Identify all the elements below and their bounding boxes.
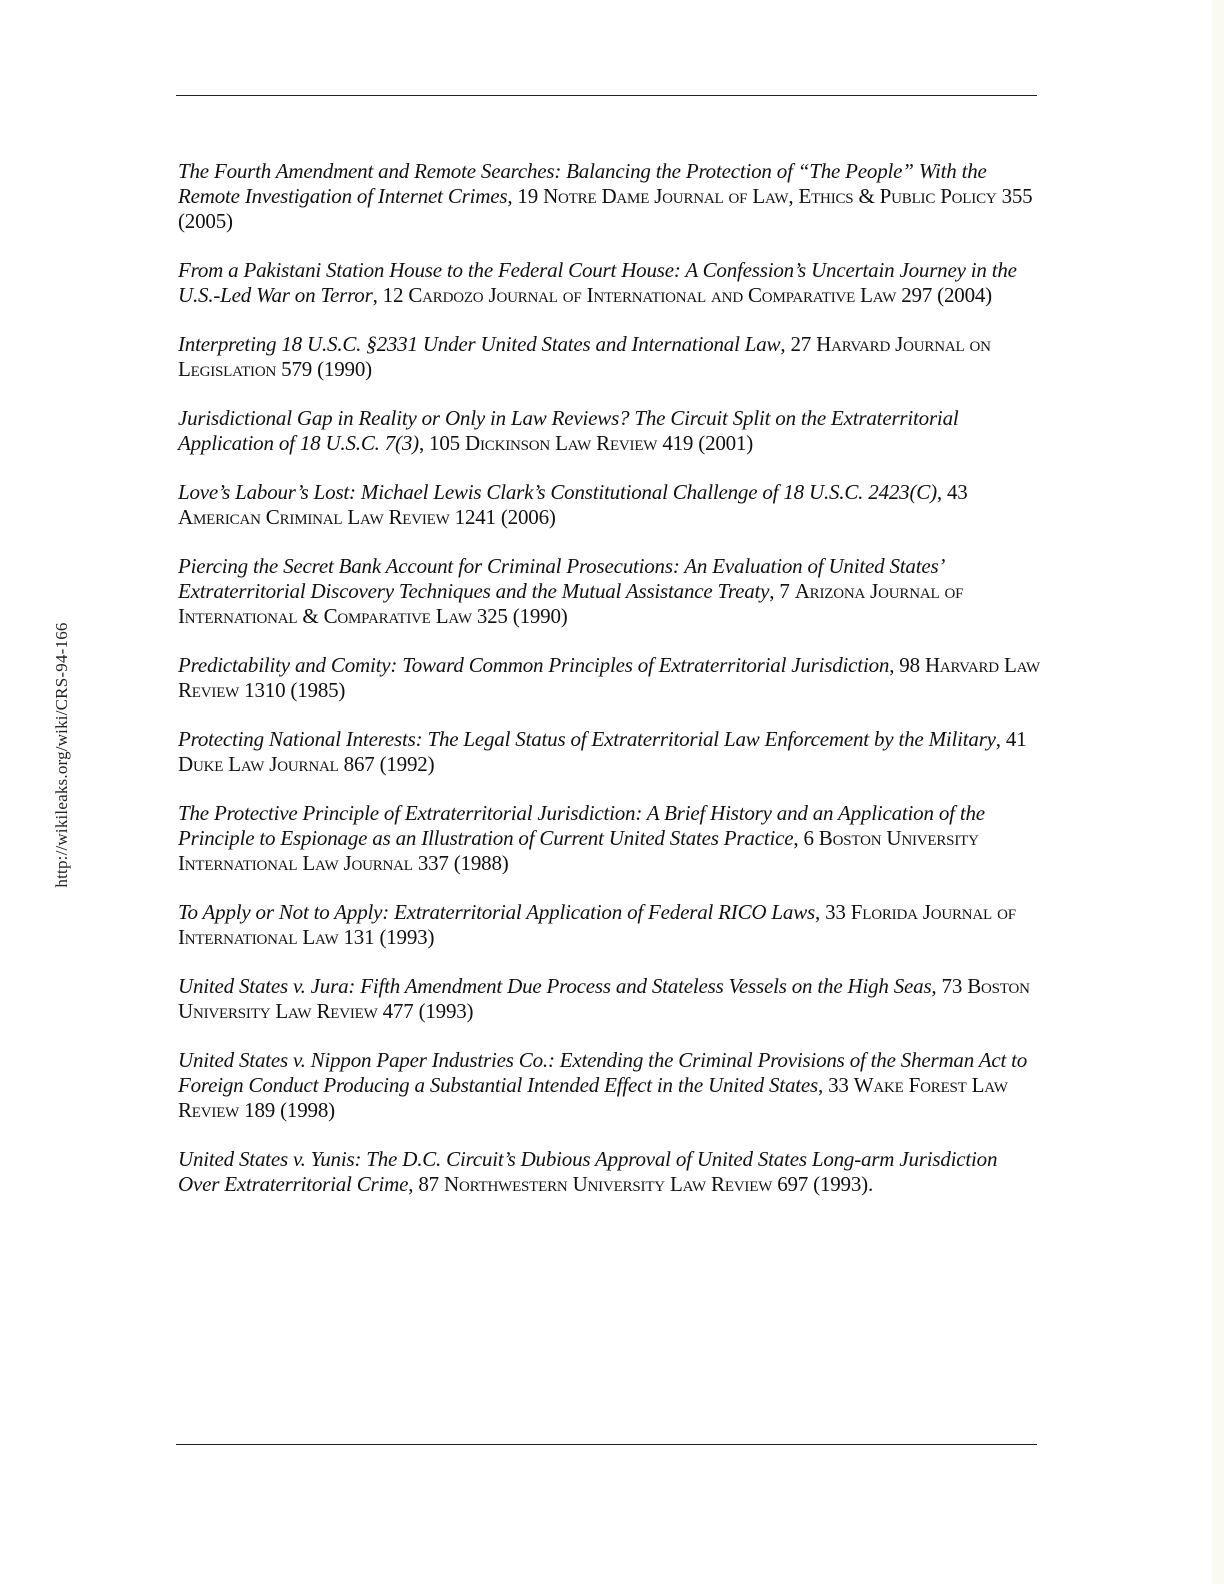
article-title: The Protective Principle of Extraterritorial Jurisdiction: A Brief History and an Application of the Principle to Espionage as an Illustration of Current United States Practice — [178, 801, 985, 850]
volume-number: , 6 — [793, 826, 819, 850]
page-year: 697 (1993). — [772, 1172, 873, 1196]
bibliography-entry — [178, 1147, 1040, 1197]
volume-number: , 43 — [936, 480, 968, 504]
bibliography-entry — [178, 1048, 1040, 1123]
journal-name: Northwestern University Law Review — [444, 1172, 773, 1196]
article-title: Love’s Labour’s Lost: Michael Lewis Clark’s Constitutional Challenge of 18 U.S.C. 2423(C) — [178, 480, 937, 504]
volume-number: , 27 — [780, 332, 817, 356]
journal-name: Notre Dame Journal of Law, Ethics & Public Policy — [543, 184, 997, 208]
volume-number: , 33 — [817, 1073, 854, 1097]
journal-name: Arizona Journal of International & Comparative Law — [178, 579, 964, 628]
journal-name: Duke Law Journal — [178, 752, 339, 776]
article-title: From a Pakistani Station House to the Federal Court House: A Confession’s Uncertain Journey in the U.S.-Led War on Terror — [178, 258, 1017, 307]
volume-number: , 98 — [889, 653, 925, 677]
bibliography-entry — [178, 554, 1040, 629]
bibliography-entry — [178, 480, 1040, 530]
page-year: 867 (1992) — [338, 752, 435, 776]
page-year: 579 (1990) — [276, 357, 372, 381]
volume-number: , 7 — [769, 579, 795, 603]
page-year: 189 (1998) — [239, 1098, 335, 1122]
article-title: United States v. Nippon Paper Industries Co.: Extending the Criminal Provisions of the Sherman Act to Foreign Conduct Producing a Substantial Intended Effect in the United States — [178, 1048, 1028, 1097]
footer-rule — [176, 1444, 1037, 1445]
volume-number: , 41 — [995, 727, 1027, 751]
page-year: 355 (2005) — [178, 184, 1033, 233]
article-title: Jurisdictional Gap in Reality or Only in Law Reviews? The Circuit Split on the Extraterritorial Application of 18 U.S.C. 7(3) — [178, 406, 959, 455]
page-year: 1310 (1985) — [239, 678, 346, 702]
page-year: 1241 (2006) — [449, 505, 556, 529]
article-title: To Apply or Not to Apply: Extraterritorial Application of Federal RICO Laws — [178, 900, 815, 924]
bibliography-entry — [178, 974, 1040, 1024]
journal-name: Harvard Law Review — [178, 653, 1040, 702]
bibliography-entry — [178, 406, 1040, 456]
bibliography-entry — [178, 801, 1040, 876]
bibliography-entry — [178, 258, 1040, 308]
article-title: Protecting National Interests: The Legal Status of Extraterritorial Law Enforcement by the Military — [178, 727, 996, 751]
page-year: 297 (2004) — [896, 283, 992, 307]
page-year: 337 (1988) — [412, 851, 509, 875]
journal-name: Dickinson Law Review — [465, 431, 658, 455]
article-title: United States v. Jura: Fifth Amendment Due Process and Stateless Vessels on the High Seas, — [178, 974, 937, 998]
page-edge-strip — [1212, 0, 1224, 1584]
journal-name: American Criminal Law Review — [178, 505, 450, 529]
article-title: The Fourth Amendment and Remote Searches: Balancing the Protection of “The People” With the Remote Investigation of Internet Crimes — [178, 159, 987, 208]
side-url-watermark: http://wikileaks.org/wiki/CRS-94-166 — [52, 622, 71, 888]
volume-number: , 12 — [372, 283, 409, 307]
journal-name: Florida Journal of International Law — [178, 900, 1016, 949]
header-rule — [176, 95, 1037, 96]
page-year: 477 (1993) — [377, 999, 474, 1023]
page-year: 131 (1993) — [338, 925, 435, 949]
bibliography-entry — [178, 159, 1040, 234]
bibliography-entry — [178, 900, 1040, 950]
bibliography-list — [178, 159, 1040, 1221]
bibliography-entry — [178, 653, 1040, 703]
article-title: Interpreting 18 U.S.C. §2331 Under United States and International Law — [178, 332, 781, 356]
journal-name: Harvard Journal on Legislation — [178, 332, 991, 381]
journal-name: Boston University International Law Journal — [178, 826, 979, 875]
page-year: 325 (1990) — [471, 604, 568, 628]
page-year: 419 (2001) — [657, 431, 754, 455]
volume-number: , 33 — [815, 900, 851, 924]
volume-number: 73 — [936, 974, 968, 998]
journal-name: Cardozo Journal of International and Comparative Law — [408, 283, 897, 307]
journal-name: Wake Forest Law Review — [178, 1073, 1008, 1122]
article-title: Piercing the Secret Bank Account for Criminal Prosecutions: An Evaluation of United States’ Extraterritorial Discovery Techniques and the Mutual Assistance Treaty — [178, 554, 943, 603]
volume-number: , 105 — [418, 431, 465, 455]
journal-name: Boston University Law Review — [178, 974, 1030, 1023]
volume-number: , 87 — [408, 1172, 445, 1196]
bibliography-entry — [178, 332, 1040, 382]
article-title: Predictability and Comity: Toward Common Principles of Extraterritorial Jurisdiction — [178, 653, 890, 677]
volume-number: , 19 — [507, 184, 544, 208]
article-title: United States v. Yunis: The D.C. Circuit’s Dubious Approval of United States Long-arm Jurisdiction Over Extraterritorial Crime — [178, 1147, 998, 1196]
bibliography-entry — [178, 727, 1040, 777]
